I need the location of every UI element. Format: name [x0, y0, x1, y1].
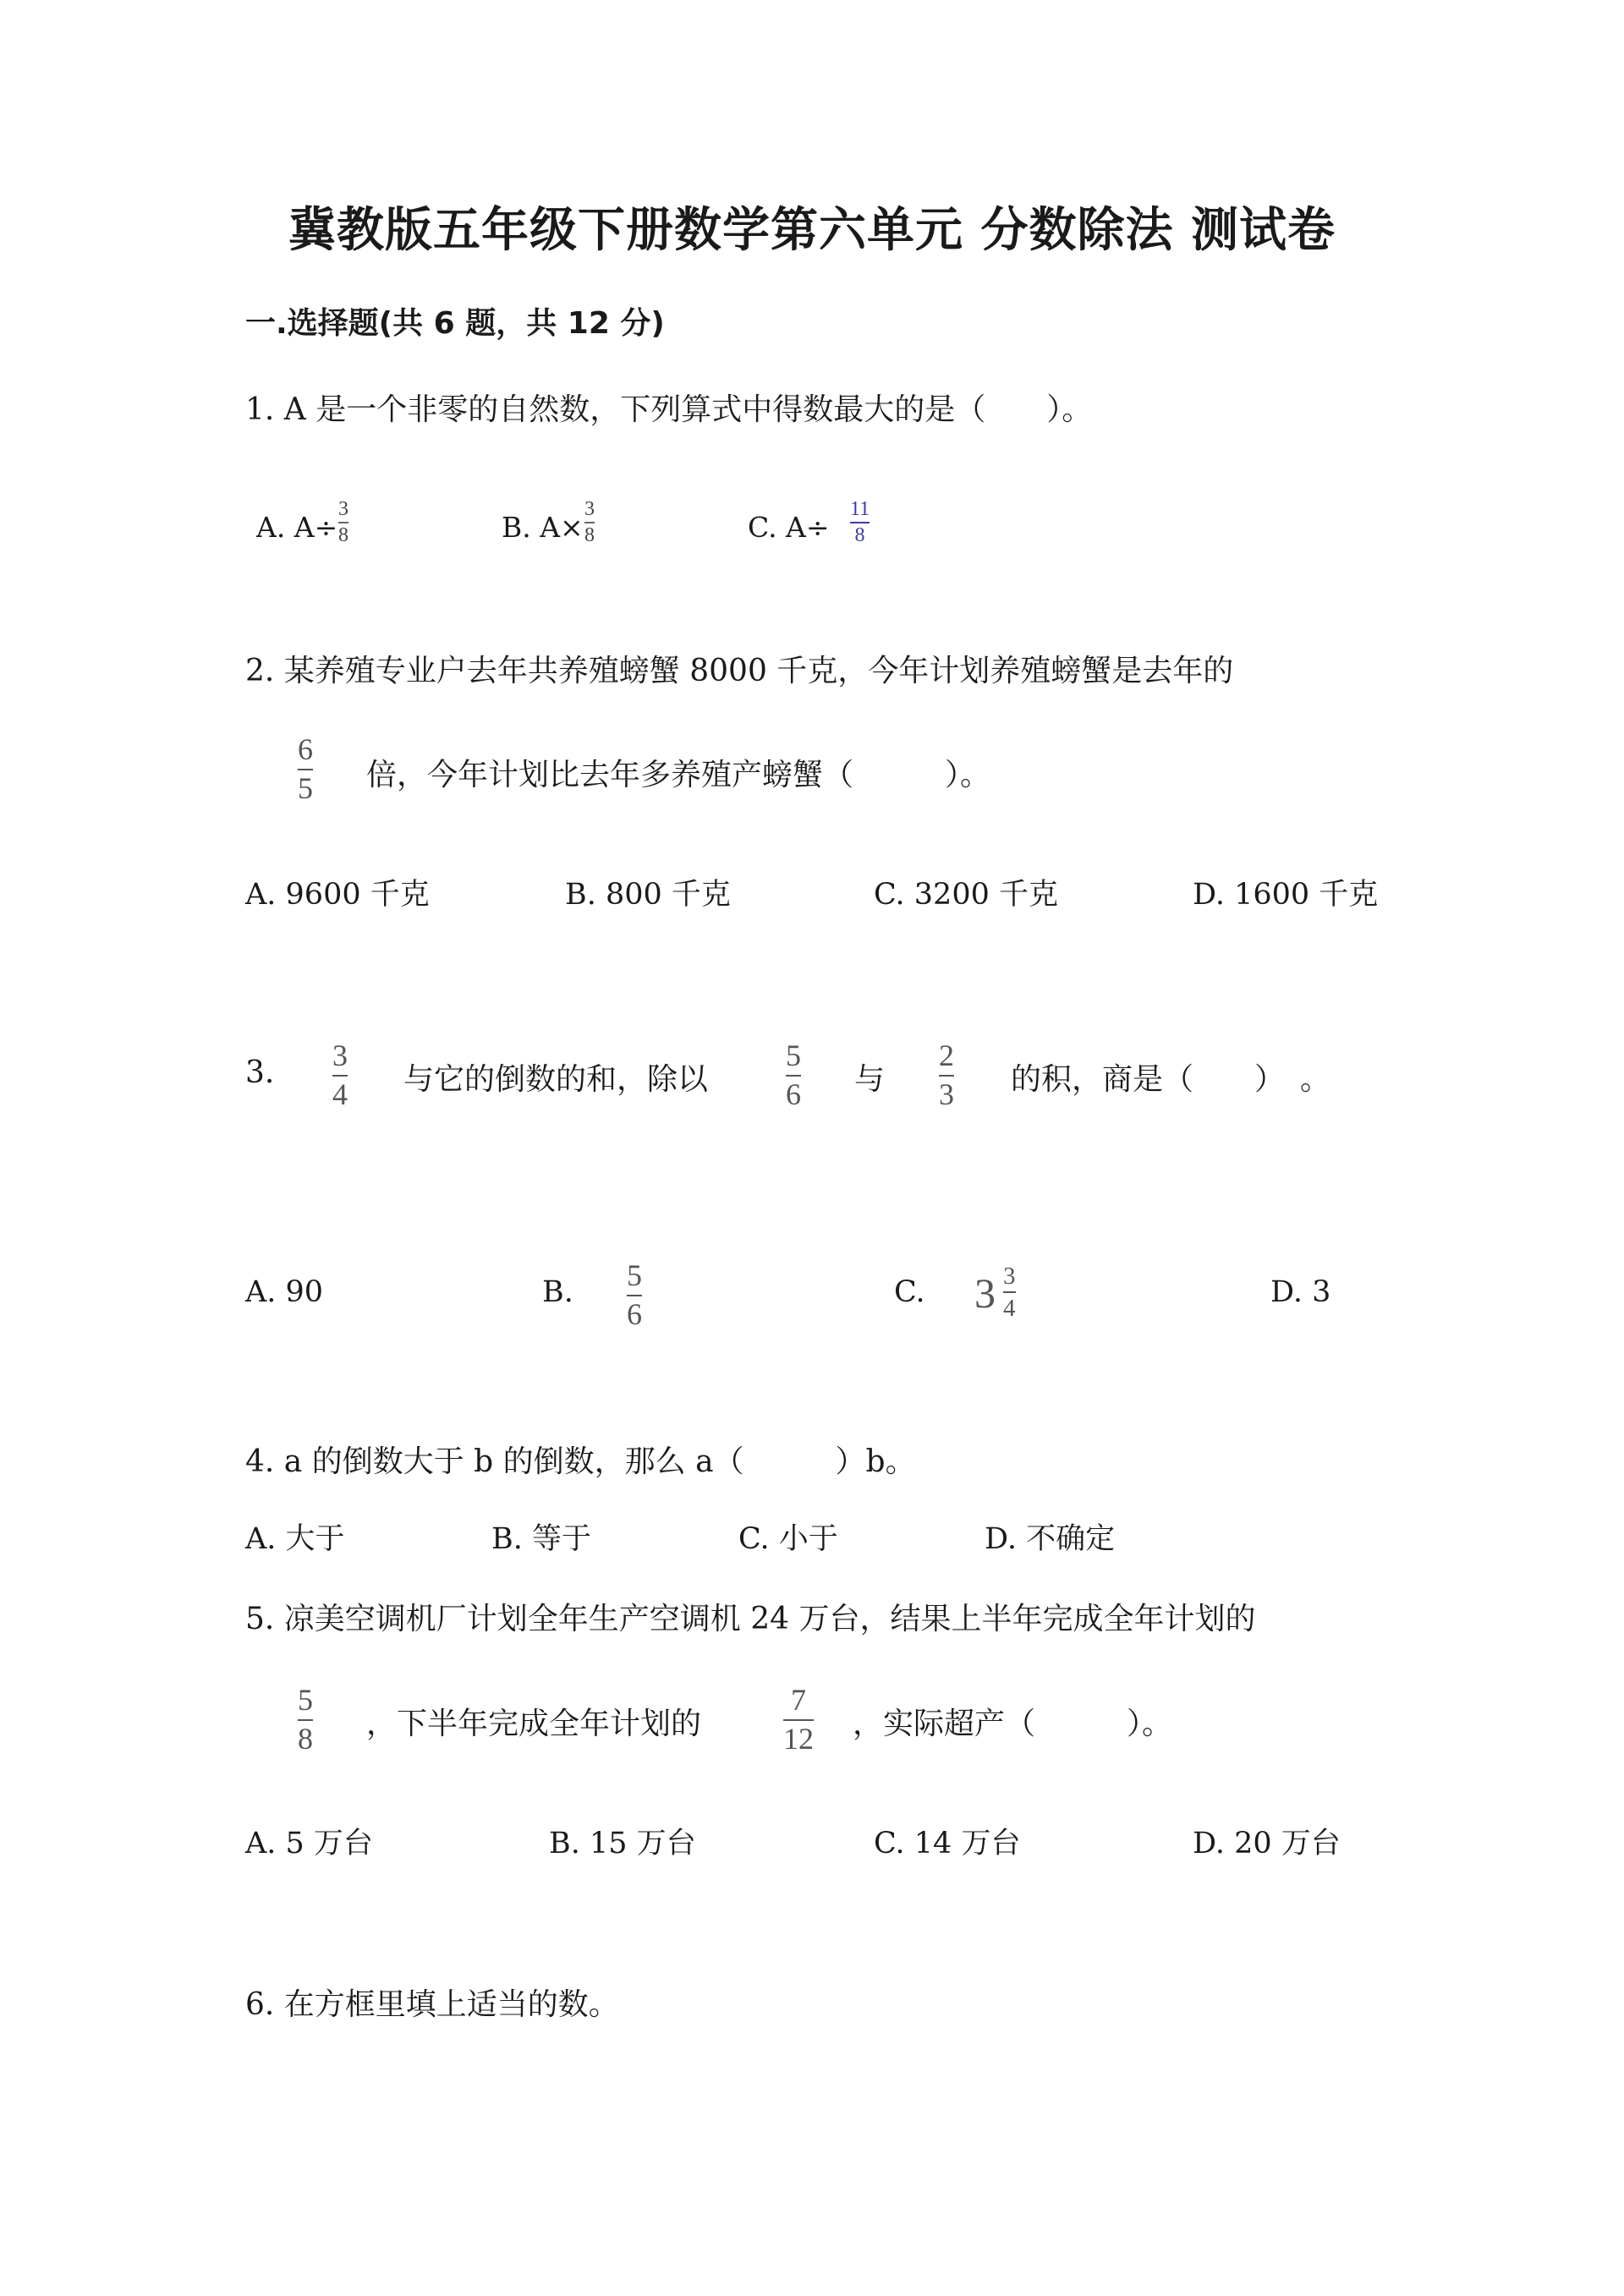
- q4-option-b: B. 等于: [491, 1522, 591, 1556]
- denominator: 8: [854, 524, 865, 547]
- q1-option-a-fraction: [338, 499, 348, 546]
- q2-option-d: D. 1600 千克: [1193, 878, 1379, 912]
- numerator: 3: [1003, 1263, 1016, 1290]
- q4-option-a: A. 大于: [245, 1522, 345, 1556]
- question-1-text: 1. A 是一个非零的自然数，下列算式中得数最大的是（ ）。: [245, 392, 1093, 427]
- q3-fraction-3: [939, 1040, 954, 1111]
- numerator: 11: [850, 498, 870, 520]
- q3-option-c-fraction: [1003, 1263, 1016, 1322]
- q2-fraction: [298, 734, 313, 805]
- q1-option-b-label: B. A×: [502, 511, 584, 544]
- q3-fraction-1: [332, 1040, 348, 1111]
- q3-option-d: D. 3: [1270, 1275, 1331, 1309]
- question-4-text: 4. a 的倒数大于 b 的倒数，那么 a（ ）b。: [245, 1444, 916, 1479]
- q3-option-b-fraction: [627, 1260, 642, 1331]
- q3-option-b-label: B.: [542, 1275, 573, 1309]
- q3-option-c-label: C.: [894, 1275, 925, 1309]
- page-title: 冀教版五年级下册数学第六单元 分数除法 测试卷: [288, 203, 1336, 258]
- numerator: 5: [786, 1038, 801, 1072]
- question-5-text-2: ，实际超产（ ）。: [853, 1707, 1173, 1741]
- question-2-text: 2. 某养殖专业户去年共养殖螃蟹 8000 千克，今年计划养殖螃蟹是去年的: [245, 654, 1234, 688]
- numerator: 2: [939, 1038, 954, 1072]
- question-3-text-2: 与: [854, 1062, 886, 1097]
- denominator: 5: [298, 770, 313, 805]
- numerator: 3: [338, 498, 348, 520]
- numerator: 7: [791, 1683, 806, 1717]
- numerator: 6: [298, 732, 313, 766]
- q1-option-a-label: A. A÷: [256, 511, 338, 544]
- denominator: 3: [939, 1077, 954, 1111]
- denominator: 12: [783, 1721, 814, 1756]
- denominator: 8: [338, 524, 348, 547]
- question-5-text: 5. 凉美空调机厂计划全年生产空调机 24 万台，结果上半年完成全年计划的: [245, 1602, 1256, 1636]
- q4-option-c: C. 小于: [738, 1522, 838, 1556]
- q2-option-a: A. 9600 千克: [245, 878, 430, 912]
- q4-option-d: D. 不确定: [985, 1522, 1116, 1556]
- numerator: 5: [298, 1683, 313, 1717]
- q5-option-b: B. 15 万台: [549, 1827, 696, 1860]
- q2-option-c: C. 3200 千克: [874, 878, 1058, 912]
- denominator: 8: [298, 1721, 313, 1756]
- q3-option-a: A. 90: [245, 1275, 324, 1309]
- q5-fraction-2: [783, 1685, 814, 1756]
- question-5-text-1: ，下半年完成全年计划的: [366, 1707, 702, 1741]
- q1-option-b-fraction: [584, 499, 595, 546]
- denominator: 8: [584, 524, 595, 547]
- denominator: 6: [786, 1077, 801, 1111]
- numerator: 3: [332, 1038, 348, 1072]
- q3-fraction-2: [786, 1040, 801, 1111]
- numerator: 3: [584, 498, 595, 520]
- q5-fraction-1: [298, 1685, 313, 1756]
- denominator: 4: [332, 1077, 348, 1111]
- numerator: 5: [627, 1258, 642, 1292]
- denominator: 4: [1003, 1295, 1016, 1323]
- question-3-text-1: 与它的倒数的和，除以: [403, 1062, 709, 1097]
- q1-option-c-fraction: [850, 499, 870, 546]
- question-3-number: 3.: [245, 1055, 275, 1090]
- q2-option-b: B. 800 千克: [565, 878, 731, 912]
- question-2-text-cont: 倍，今年计划比去年多养殖产螃蟹（ ）。: [366, 758, 991, 792]
- q3-option-c-whole: 3: [974, 1269, 996, 1317]
- section-heading: 一.选择题(共 6 题，共 12 分): [245, 306, 665, 341]
- q1-option-c-label: C. A÷: [748, 511, 830, 544]
- q5-option-c: C. 14 万台: [874, 1827, 1021, 1860]
- q5-option-d: D. 20 万台: [1193, 1827, 1341, 1860]
- question-6-text: 6. 在方框里填上适当的数。: [245, 1987, 619, 2022]
- denominator: 6: [627, 1296, 642, 1331]
- question-3-text-3: 的积，商是（ ） 。: [1011, 1062, 1331, 1097]
- q5-option-a: A. 5 万台: [245, 1827, 373, 1860]
